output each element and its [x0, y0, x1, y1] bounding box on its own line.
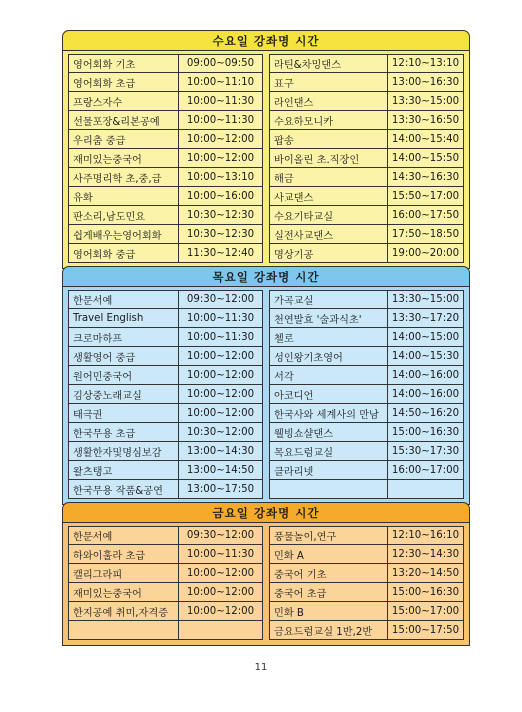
course-time: 10:00~11:30	[186, 114, 255, 126]
course-row	[269, 328, 464, 347]
course-row	[68, 442, 263, 461]
course-name: 민화 A	[270, 545, 388, 563]
course-time: 13:20~14:50	[391, 567, 460, 579]
course-time: 10:00~16:00	[186, 190, 255, 202]
course-row	[269, 290, 464, 309]
course-row	[68, 111, 263, 130]
course-name: 판소리,남도민요	[69, 206, 179, 224]
course-name: 사주명리학 초,중,급	[69, 168, 179, 186]
course-name: 가곡교실	[270, 291, 388, 308]
wednesday-right-column	[269, 54, 464, 263]
course-name: 풍물놀이,연구	[270, 527, 388, 544]
course-name: 민화 B	[270, 602, 388, 620]
course-name: 웰빙쇼샬댄스	[270, 423, 388, 441]
course-name: 한지공예 취미,자격증	[69, 602, 179, 620]
course-row	[68, 404, 263, 423]
course-time: 14:30~16:30	[391, 171, 460, 183]
course-time: 10:00~12:00	[186, 407, 255, 419]
course-time: 14:00~15:50	[391, 152, 460, 164]
course-row	[68, 480, 263, 499]
course-time: 09:30~12:00	[186, 294, 255, 305]
course-row	[269, 92, 464, 111]
course-row	[269, 442, 464, 461]
course-time: 10:00~13:10	[186, 171, 255, 183]
course-row	[68, 54, 263, 73]
course-name: 캘리그라피	[69, 564, 179, 582]
course-name: 중국어 초급	[270, 583, 388, 601]
course-row	[269, 309, 464, 328]
course-time: 12:10~16:10	[391, 530, 460, 541]
course-row	[269, 73, 464, 92]
course-time: 10:00~12:00	[186, 586, 255, 598]
course-row	[68, 583, 263, 602]
course-time: 11:30~12:40	[186, 247, 255, 259]
course-name: 목요드럼교실	[270, 442, 388, 460]
wednesday-header: 수요일 강좌명 시간	[62, 30, 470, 50]
course-name: 명상기공	[270, 244, 388, 262]
course-row	[269, 187, 464, 206]
course-time: 14:00~15:30	[391, 350, 460, 362]
course-name: 쉽게배우는영어회화	[69, 225, 179, 243]
course-name: 해금	[270, 168, 388, 186]
course-time: 10:00~12:00	[186, 605, 255, 617]
course-name: 생활한자및명심보감	[69, 442, 179, 460]
course-row	[68, 602, 263, 621]
course-row	[269, 461, 464, 480]
course-time: 13:00~16:30	[391, 76, 460, 88]
course-name: 사교댄스	[270, 187, 388, 205]
course-time: 17:50~18:50	[391, 228, 460, 240]
course-name: 한국무용 초급	[69, 423, 179, 441]
course-time: 15:00~16:30	[391, 426, 460, 438]
course-time: 10:00~12:00	[186, 388, 255, 400]
course-row	[68, 328, 263, 347]
course-time: 13:00~14:30	[186, 445, 255, 457]
course-time: 15:00~17:50	[391, 624, 460, 636]
course-name: 실전사교댄스	[270, 225, 388, 243]
course-row	[269, 111, 464, 130]
course-time: 14:00~16:00	[391, 388, 460, 400]
friday-body	[62, 522, 470, 646]
course-row	[269, 423, 464, 442]
course-name: 재미있는중국어	[69, 149, 179, 167]
course-name: 한국사와 세계사의 만남	[270, 404, 388, 422]
course-row	[68, 621, 263, 640]
course-name: 팝송	[270, 130, 388, 148]
course-name: 천연발효 '술과식초'	[270, 309, 388, 327]
course-time: 10:00~11:30	[186, 548, 255, 560]
friday-section	[62, 502, 470, 646]
thursday-body	[62, 286, 470, 505]
course-name: 한문서예	[69, 527, 179, 544]
course-name: 김상중노래교실	[69, 385, 179, 403]
friday-header: 금요일 강좌명 시간	[62, 502, 470, 522]
page-number: 11	[254, 662, 268, 673]
course-row	[269, 54, 464, 73]
course-row	[269, 225, 464, 244]
course-row	[269, 621, 464, 640]
course-time: 13:00~14:50	[186, 464, 255, 476]
friday-right-column	[269, 526, 464, 640]
course-name: 바이올린 초.직장인	[270, 149, 388, 167]
course-row	[269, 366, 464, 385]
course-time: 09:30~12:00	[186, 530, 255, 541]
course-time: 10:00~12:00	[186, 133, 255, 145]
course-row	[68, 130, 263, 149]
course-row	[269, 526, 464, 545]
course-name: 한국무용 작품&공연	[69, 480, 179, 498]
course-time: 13:00~17:50	[186, 483, 255, 495]
wednesday-left-column	[68, 54, 263, 263]
course-name: 하와이훌라 초급	[69, 545, 179, 563]
course-row	[68, 73, 263, 92]
course-name: 수요하모니카	[270, 111, 388, 129]
course-time: 10:00~12:00	[186, 350, 255, 362]
course-row	[68, 423, 263, 442]
course-row	[68, 347, 263, 366]
course-time: 10:00~11:30	[186, 331, 255, 343]
course-name: 원어민중국어	[69, 366, 179, 384]
course-time: 10:00~12:00	[186, 567, 255, 579]
course-row	[68, 366, 263, 385]
course-time: 14:00~15:40	[391, 133, 460, 145]
course-row	[269, 545, 464, 564]
course-time: 14:50~16:20	[391, 407, 460, 419]
course-row	[269, 385, 464, 404]
course-name: 아코디언	[270, 385, 388, 403]
course-name: 선물포장&리본공예	[69, 111, 179, 129]
course-row	[269, 206, 464, 225]
course-row	[68, 385, 263, 404]
course-row	[68, 225, 263, 244]
thursday-header: 목요일 강좌명 시간	[62, 266, 470, 286]
thursday-section	[62, 266, 470, 505]
thursday-right-column	[269, 290, 464, 499]
course-name: 첼로	[270, 328, 388, 346]
course-row	[68, 187, 263, 206]
course-name: 우리춤 중급	[69, 130, 179, 148]
course-name: 생활영어 중급	[69, 347, 179, 365]
course-time: 16:00~17:50	[391, 209, 460, 221]
course-time: 12:10~13:10	[391, 58, 460, 69]
course-name	[270, 480, 388, 498]
course-row	[68, 545, 263, 564]
course-time: 16:00~17:00	[391, 464, 460, 476]
course-row	[269, 347, 464, 366]
course-name: 영어회화 중급	[69, 244, 179, 262]
course-name: 재미있는중국어	[69, 583, 179, 601]
course-name	[69, 621, 179, 639]
course-name: 한문서예	[69, 291, 179, 308]
course-time: 10:00~11:10	[186, 76, 255, 88]
course-row	[68, 461, 263, 480]
course-name: 금요드럼교실 1반,2반	[270, 621, 388, 639]
course-row	[68, 309, 263, 328]
course-row	[269, 244, 464, 263]
course-row	[269, 564, 464, 583]
course-name: 클라리넷	[270, 461, 388, 479]
course-name: 수요기타교실	[270, 206, 388, 224]
course-name: 왈츠탱고	[69, 461, 179, 479]
course-name: Travel English	[69, 309, 179, 327]
course-time: 10:30~12:30	[186, 228, 255, 240]
course-row	[269, 149, 464, 168]
course-name: 영어회화 초급	[69, 73, 179, 91]
course-row	[269, 583, 464, 602]
course-time: 10:00~12:00	[186, 369, 255, 381]
course-row	[269, 130, 464, 149]
course-name: 라틴&차밍댄스	[270, 55, 388, 72]
course-time: 10:30~12:00	[186, 426, 255, 438]
course-time: 13:30~17:20	[391, 312, 460, 324]
course-row	[68, 92, 263, 111]
course-row	[68, 526, 263, 545]
course-name: 라인댄스	[270, 92, 388, 110]
course-time: 15:00~16:30	[391, 586, 460, 598]
course-time: 19:00~20:00	[391, 247, 460, 259]
course-name: 크로마하프	[69, 328, 179, 346]
course-row	[68, 206, 263, 225]
course-row	[68, 168, 263, 187]
course-time: 13:30~16:50	[391, 114, 460, 126]
course-time: 15:50~17:00	[391, 190, 460, 202]
course-time: 12:30~14:30	[391, 548, 460, 560]
course-name: 서각	[270, 366, 388, 384]
course-time: 14:00~15:00	[391, 331, 460, 343]
course-row	[269, 602, 464, 621]
course-name: 프랑스자수	[69, 92, 179, 110]
course-row	[269, 168, 464, 187]
course-time: 10:00~11:30	[186, 312, 255, 324]
course-row	[269, 404, 464, 423]
thursday-left-column	[68, 290, 263, 499]
friday-left-column	[68, 526, 263, 640]
course-time: 13:30~15:00	[391, 294, 460, 305]
course-time: 10:00~11:30	[186, 95, 255, 107]
course-time: 15:30~17:30	[391, 445, 460, 457]
course-time: 09:00~09:50	[186, 58, 255, 69]
course-row	[269, 480, 464, 499]
course-name: 중국어 기초	[270, 564, 388, 582]
course-row	[68, 244, 263, 263]
course-name: 유화	[69, 187, 179, 205]
course-time: 10:30~12:30	[186, 209, 255, 221]
course-row	[68, 149, 263, 168]
course-name: 태극권	[69, 404, 179, 422]
course-time: 13:30~15:00	[391, 95, 460, 107]
course-row	[68, 290, 263, 309]
course-name: 영어회화 기초	[69, 55, 179, 72]
wednesday-section	[62, 30, 470, 269]
course-time: 15:00~17:00	[391, 605, 460, 617]
wednesday-body	[62, 50, 470, 269]
course-row	[68, 564, 263, 583]
course-name: 표구	[270, 73, 388, 91]
course-time: 14:00~16:00	[391, 369, 460, 381]
course-name: 성인왕기초영어	[270, 347, 388, 365]
course-time: 10:00~12:00	[186, 152, 255, 164]
